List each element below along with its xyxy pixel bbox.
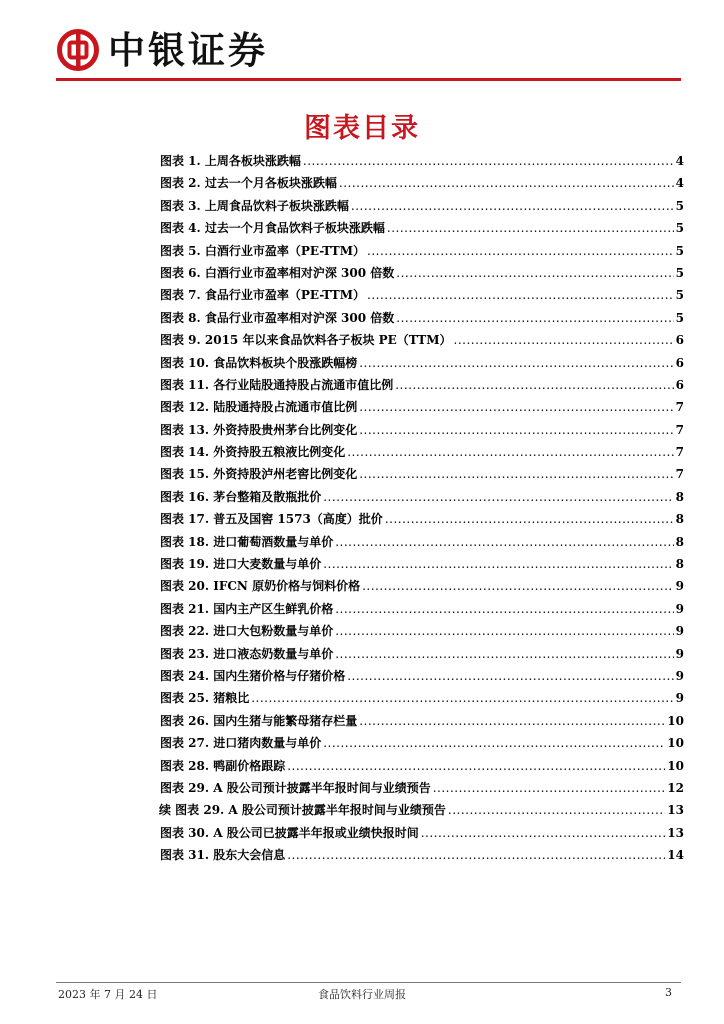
page-header [56,26,680,76]
toc-entry[interactable] [160,398,684,420]
toc-entry[interactable] [160,174,684,196]
toc-leader-dots [335,624,673,638]
footer-report-name: 食品饮料行业周报 [318,988,406,1001]
toc-entry-label: 图表 17. 普五及国窖 1573（高度）批价 [160,512,383,527]
toc-leader-dots [359,714,665,728]
toc-entry-page: 9 [675,691,684,706]
toc-entry[interactable] [160,376,684,398]
toc-entry-page: 9 [675,624,684,639]
toc-entry-label: 续 图表 29. A 股公司预计披露半年报时间与业绩预告 [159,803,446,818]
toc-entry-page: 5 [675,198,684,213]
toc-leader-dots [359,400,673,414]
toc-leader-dots [395,378,673,392]
toc-entry-page: 5 [675,265,684,280]
toc-entry-label: 图表 7. 食品行业市盈率（PE-TTM） [160,288,365,303]
toc-leader-dots [335,535,673,549]
toc-entry[interactable] [160,645,684,667]
toc-entry-label: 图表 24. 国内生猪价格与仔猪价格 [160,668,346,683]
toc-entry[interactable] [160,577,684,599]
toc-entry-label: 图表 13. 外资持股贵州茅台比例变化 [160,422,358,437]
toc-entry-label: 图表 31. 股东大会信息 [160,848,286,863]
toc-leader-dots [347,445,673,459]
toc-entry-page: 6 [675,333,684,348]
toc-leader-dots [303,154,674,168]
footer-page-number: 3 [665,986,672,999]
toc-entry[interactable] [160,600,684,622]
toc-entry[interactable] [160,331,684,353]
toc-entry[interactable] [160,689,684,711]
toc-entry-label: 图表 20. IFCN 原奶价格与饲料价格 [160,579,361,594]
toc-entry-page: 5 [675,310,684,325]
toc-entry[interactable] [160,510,684,532]
toc-entry[interactable] [160,757,684,779]
toc-entry-label: 图表 27. 进口猪肉数量与单价 [160,736,322,751]
toc-entry-page: 13 [667,803,684,818]
toc-entry[interactable] [160,824,684,846]
toc-list [160,152,684,869]
toc-entry-page: 4 [675,154,684,168]
toc-entry[interactable] [160,219,684,241]
toc-entry-label: 图表 22. 进口大包粉数量与单价 [160,624,334,639]
toc-entry-label: 图表 14. 外资持股五粮液比例变化 [160,445,346,460]
toc-entry[interactable] [160,667,684,689]
toc-leader-dots [396,311,673,325]
toc-entry[interactable] [160,734,684,756]
toc-entry-label: 图表 30. A 股公司已披露半年报或业绩快报时间 [160,825,419,840]
toc-entry[interactable] [160,264,684,286]
toc-entry-label: 图表 23. 进口液态奶数量与单价 [160,646,334,661]
toc-entry-label: 图表 8. 食品行业市盈率相对沪深 300 倍数 [160,310,395,325]
toc-entry-label: 图表 16. 茅台整箱及散瓶批价 [160,489,322,504]
toc-leader-dots [347,669,673,683]
toc-entry-label: 图表 19. 进口大麦数量与单价 [160,557,322,572]
toc-entry-page: 8 [675,489,684,504]
toc-entry-label: 图表 11. 各行业陆股通持股占流通市值比例 [160,377,394,392]
toc-entry[interactable] [160,533,684,555]
toc-entry-label: 图表 25. 猪粮比 [160,691,250,706]
toc-leader-dots [351,199,674,213]
toc-entry-page: 8 [675,534,684,549]
footer-date: 2023 年 7 月 24 日 [58,988,158,1001]
toc-entry-label: 图表 10. 食品饮料板块个股涨跌幅榜 [160,355,358,370]
toc-leader-dots [433,781,666,795]
toc-entry[interactable] [160,152,684,174]
toc-entry-label: 图表 4. 过去一个月食品饮料子板块涨跌幅 [160,221,385,236]
toc-entry-page: 6 [675,355,684,370]
toc-entry-page: 7 [675,400,684,415]
toc-entry-page: 8 [675,557,684,572]
toc-entry-page: 7 [675,445,684,460]
toc-entry[interactable] [160,286,684,308]
toc-leader-dots [251,691,673,705]
toc-entry-page: 9 [675,668,684,683]
toc-leader-dots [287,759,665,773]
toc-leader-dots [359,467,673,481]
bank-of-china-logo-icon [56,28,100,72]
toc-leader-dots [454,333,674,347]
toc-entry-page: 13 [667,825,684,840]
toc-entry[interactable] [160,421,684,443]
toc-entry-page: 9 [675,601,684,616]
toc-entry-label: 图表 26. 国内生猪与能繁母猪存栏量 [160,713,358,728]
toc-entry-label: 图表 15. 外资持股泸州老窖比例变化 [160,467,358,482]
toc-leader-dots [359,423,673,437]
toc-leader-dots [367,288,674,302]
toc-entry-label: 图表 21. 国内主产区生鲜乳价格 [160,601,334,616]
toc-leader-dots [385,512,674,526]
toc-entry[interactable] [160,309,684,331]
header-divider [56,78,681,81]
toc-entry-label: 图表 1. 上周各板块涨跌幅 [160,154,301,168]
toc-entry-page: 12 [667,780,684,795]
toc-entry-page: 10 [667,713,684,728]
toc-entry-label: 图表 6. 白酒行业市盈率相对沪深 300 倍数 [160,265,395,280]
toc-leader-dots [287,848,665,862]
toc-leader-dots [323,557,673,571]
toc-title: 图表目录 [304,113,420,144]
toc-entry-label: 图表 28. 鸭副价格跟踪 [160,758,286,773]
toc-entry[interactable] [160,242,684,264]
toc-entry-page: 14 [667,848,684,863]
toc-entry[interactable] [160,197,684,219]
toc-entry[interactable] [160,555,684,577]
toc-entry-page: 8 [675,512,684,527]
toc-leader-dots [323,736,665,750]
toc-entry-label: 图表 5. 白酒行业市盈率（PE-TTM） [160,243,365,258]
toc-entry[interactable] [160,354,684,376]
toc-entry[interactable] [160,488,684,510]
toc-leader-dots [362,579,674,593]
toc-entry-page: 5 [675,243,684,258]
toc-entry[interactable] [160,846,684,868]
toc-entry[interactable] [159,801,684,823]
toc-leader-dots [323,490,673,504]
toc-leader-dots [335,602,673,616]
footer-divider [56,982,681,983]
toc-entry-page: 5 [675,288,684,303]
toc-entry-page: 5 [675,221,684,236]
toc-entry[interactable] [160,443,684,465]
toc-leader-dots [448,803,665,817]
toc-entry[interactable] [160,622,684,644]
toc-entry-label: 图表 2. 过去一个月各板块涨跌幅 [160,176,337,191]
toc-entry-page: 4 [675,176,684,191]
toc-entry-label: 图表 18. 进口葡萄酒数量与单价 [160,534,334,549]
toc-leader-dots [367,244,674,258]
toc-entry-label: 图表 12. 陆股通持股占流通市值比例 [160,400,358,415]
toc-entry-page: 7 [675,422,684,437]
toc-entry[interactable] [160,465,684,487]
toc-leader-dots [339,176,674,190]
toc-entry-label: 图表 9. 2015 年以来食品饮料各子板块 PE（TTM） [160,333,452,348]
toc-entry-page: 9 [675,579,684,594]
toc-leader-dots [421,826,666,840]
toc-entry-label: 图表 29. A 股公司预计披露半年报时间与业绩预告 [160,780,431,795]
toc-entry-label: 图表 3. 上周食品饮料子板块涨跌幅 [160,198,349,213]
toc-entry-page: 6 [675,377,684,392]
toc-entry-page: 9 [675,646,684,661]
toc-leader-dots [396,266,673,280]
toc-entry-page: 10 [667,758,684,773]
brand-name: 中银证券 [108,29,268,72]
toc-entry[interactable] [160,712,684,734]
toc-leader-dots [387,221,674,235]
toc-entry-page: 7 [675,467,684,482]
toc-entry[interactable] [160,779,684,801]
toc-entry-page: 10 [667,736,684,751]
toc-leader-dots [359,356,673,370]
toc-leader-dots [335,647,673,661]
